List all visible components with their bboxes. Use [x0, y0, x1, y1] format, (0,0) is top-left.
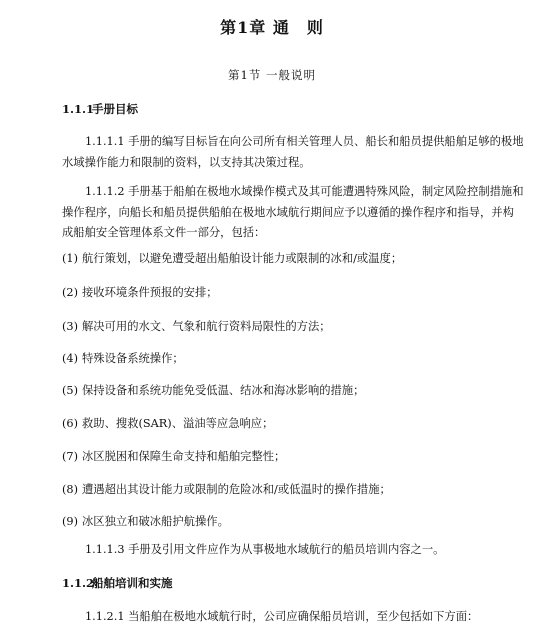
paragraph-1-1-2-1: 1.1.2.1 当船舶在极地水域航行时，公司应确保船员培训，至少包括如下方面：: [85, 610, 479, 623]
list-item-text: 航行策划，以避免遭受超出船舶设计能力或限制的冰和/或温度；: [82, 252, 403, 265]
chapter-title: 第1章 通 则: [220, 18, 324, 37]
list-item: [62, 513, 229, 529]
paragraph-1-1-1-2-line1: 1.1.1.2 手册基于船舶在极地水域操作模式及其可能遭遇特殊风险，制定风险控制措施和: [85, 185, 524, 198]
list-item-text: 救助、搜救(SAR)、溢油等应急响应；: [82, 417, 274, 430]
paragraph-1-1-1-2-line3: 成船舶安全管理体系文件一部分，包括：: [62, 226, 266, 239]
list-item-text: 冰区脱困和保障生命支持和船舶完整性；: [82, 450, 286, 463]
list-item: [62, 382, 364, 398]
list-item-number: (8): [62, 483, 79, 496]
paragraph-1-1-1-3: 1.1.1.3 手册及引用文件应作为从事极地水域航行的船员培训内容之一。: [85, 543, 445, 556]
heading-number: 1.1.2: [62, 576, 95, 590]
list-item-text: 冰区独立和破冰船护航操作。: [82, 515, 229, 528]
heading-text: 船舶培训和实施: [92, 576, 173, 590]
heading-1-1-1: [62, 101, 138, 117]
section-title: 第1节 一般说明: [228, 68, 316, 82]
list-item-number: (4): [62, 352, 79, 365]
list-item: [62, 284, 218, 300]
paragraph-1-1-1-1-line2: 水域操作能力和限制的资料，以支持其决策过程。: [62, 156, 311, 169]
list-item: [62, 250, 402, 266]
heading-1-1-2: [62, 575, 173, 591]
list-item-text: 特殊设备系统操作；: [82, 352, 184, 365]
list-item: [62, 350, 184, 366]
list-item-number: (3): [62, 320, 79, 333]
list-item-number: (2): [62, 286, 79, 299]
paragraph-1-1-1-1-line1: 1.1.1.1 手册的编写目标旨在向公司所有相关管理人员、船长和船员提供船舶足够的极地: [85, 135, 524, 148]
heading-number: 1.1.1: [62, 102, 95, 116]
list-item-number: (7): [62, 450, 79, 463]
list-item: [62, 415, 273, 431]
paragraph-1-1-1-2-line2: 操作程序，向船长和船员提供船舶在极地水域航行期间应予以遵循的操作程序和指导，并构: [62, 206, 514, 219]
heading-text: 手册目标: [92, 102, 138, 116]
list-item-number: (6): [62, 417, 79, 430]
list-item: [62, 318, 331, 334]
list-item: [62, 448, 285, 464]
list-item-number: (1): [62, 252, 79, 265]
list-item-text: 保持设备和系统功能免受低温、结冰和海冰影响的措施；: [82, 384, 365, 397]
list-item-number: (9): [62, 515, 79, 528]
list-item-text: 遭遇超出其设计能力或限制的危险冰和/或低温时的操作措施；: [82, 483, 391, 496]
list-item-text: 解决可用的水文、气象和航行资料局限性的方法；: [82, 320, 331, 333]
list-item: [62, 481, 391, 497]
list-item-text: 接收环境条件预报的安排；: [82, 286, 218, 299]
list-item-number: (5): [62, 384, 79, 397]
